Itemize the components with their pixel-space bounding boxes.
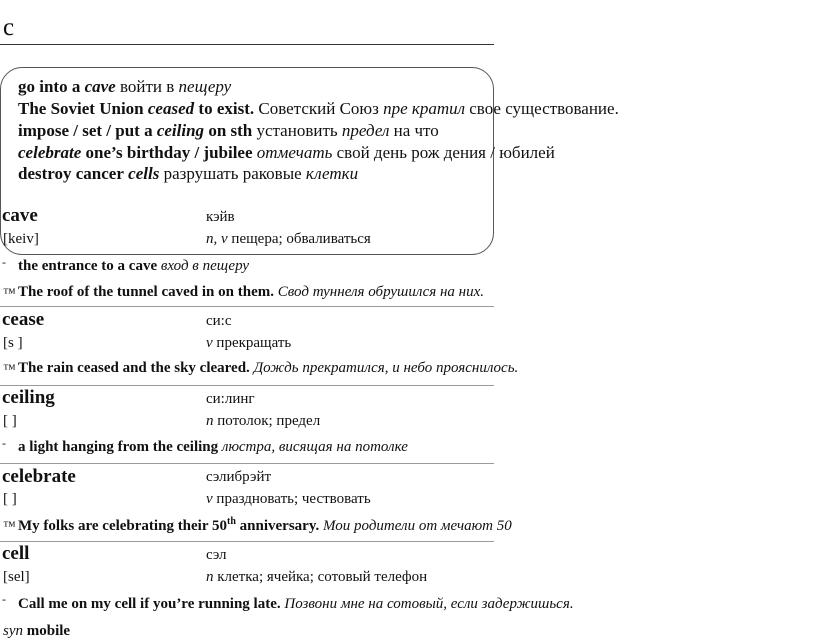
bullet-icon: -: [2, 255, 6, 269]
example: a light hanging from the ceiling люстра, висящая на потолке: [18, 439, 408, 455]
phrase-line: go into a cave войти в пещеру: [18, 77, 232, 96]
headword: celebrate: [2, 466, 76, 487]
section-letter: c: [3, 14, 15, 41]
ipa: [sel]: [3, 569, 30, 585]
headword: cease: [2, 309, 45, 330]
bullet-icon: -: [2, 592, 6, 606]
ipa: [s ]: [3, 335, 23, 351]
example: Call me on my cell if you’re running late. Позвони мне на сотовый, если задержишься.: [18, 596, 574, 612]
divider: [0, 385, 494, 386]
example: My folks are celebrating their 50th anniversary. Мои родители от мечают 50: [18, 516, 512, 534]
bullet-icon: ™: [3, 361, 16, 376]
pronunciation: кэйв: [206, 209, 235, 225]
bullet-icon: ™: [3, 285, 16, 300]
bullet-icon: -: [2, 436, 6, 450]
phrase-line: destroy cancer cells разрушать раковые клетки: [18, 164, 359, 183]
definition: n, v пещера; обваливаться: [206, 231, 371, 247]
definition: n клетка; ячейка; сотовый телефон: [206, 569, 428, 585]
definition: v праздновать; чествовать: [206, 491, 371, 507]
ipa: [ ]: [3, 491, 17, 507]
divider: [0, 541, 494, 542]
pronunciation: си:линг: [206, 391, 255, 407]
definition: v прекращать: [206, 335, 292, 351]
header-rule: [0, 44, 494, 45]
pronunciation: си:с: [206, 313, 232, 329]
headword: cell: [2, 543, 30, 564]
example: The roof of the tunnel caved in on them. Свод туннеля обрушился на них.: [18, 284, 485, 300]
ipa: [ ]: [3, 413, 17, 429]
phrase-line: celebrate one’s birthday / jubilee отмечать свой день рож дения / юбилей: [18, 143, 555, 162]
headword: cave: [2, 205, 38, 226]
definition: n потолок; предел: [206, 413, 321, 429]
pronunciation: сэл: [206, 547, 227, 563]
divider: [0, 463, 494, 464]
bullet-icon: ™: [3, 518, 16, 533]
divider: [0, 306, 494, 307]
ipa: [keiv]: [3, 231, 39, 247]
example: the entrance to a cave вход в пещеру: [18, 258, 250, 274]
synonym: syn mobile: [3, 623, 71, 639]
phrase-line: The Soviet Union ceased to exist. Советский Союз пре кратил свое существование.: [18, 99, 619, 118]
phrase-line: impose / set / put a ceiling on sth установить предел на что: [18, 121, 439, 140]
pronunciation: сэлибрэйт: [206, 469, 272, 485]
example: The rain ceased and the sky cleared. Дождь прекратился, и небо прояснилось.: [18, 360, 519, 376]
headword: ceiling: [2, 387, 55, 408]
